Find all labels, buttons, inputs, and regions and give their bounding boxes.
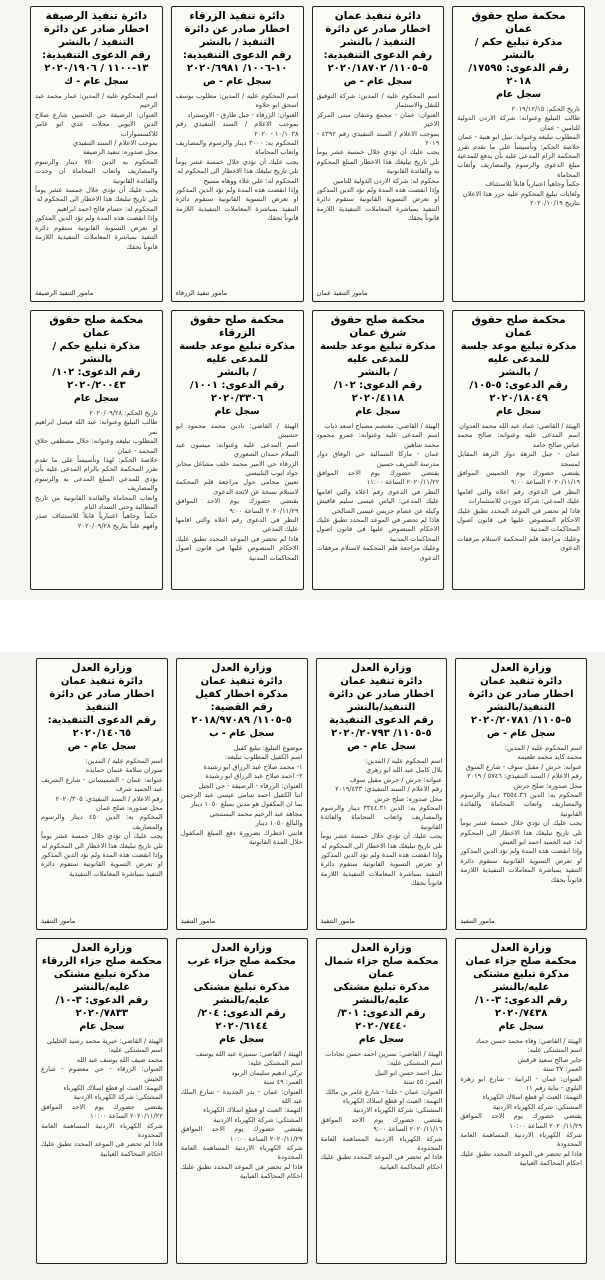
notice-text-line: اسم المدعى عليه وعنوانه: ميسون عبد السلام حمدان الشعوري bbox=[175, 440, 299, 459]
notice-heading-line: رقم الدعوى التنفيذية bbox=[329, 715, 434, 726]
notice-text-line: يجب عليك أن تؤدي خلال خمسة عشر يوماً تلي تاريخ تبليغك هذا الاخطار الى المحكوم له bbox=[35, 186, 158, 204]
notice-heading-line: سجل عام bbox=[219, 1034, 265, 1045]
notice-heading-line: ٥-١١٠٥/ ٢٠٢٠/٢٠٧٨١ bbox=[470, 715, 572, 726]
notice-heading-line: ٢٠٢٠/١٤٠٦٥ bbox=[72, 728, 132, 739]
notice-text-line: محمد ضيف الله يوسف عبد الله bbox=[76, 1055, 163, 1064]
notice bbox=[452, 310, 585, 590]
notice-text-line: يقتضي حضورك يوم الاحد الموافق ٢٠٢٠/١١/٢٩ الساعة ٩:٠٠ bbox=[175, 497, 299, 515]
notice-heading-line: اخطار صادر عن دائرة التنفيذ/بالنشر bbox=[328, 689, 434, 713]
notice-heading-line: سجل عام - ص bbox=[67, 741, 137, 752]
notice-heading-line: / بالنشر bbox=[358, 367, 398, 378]
notice-text-line: اسم المحكوم عليه / المدين: bbox=[504, 744, 582, 752]
notice bbox=[452, 6, 585, 302]
notice bbox=[30, 6, 163, 302]
notice-text-line: خلاصة الحكم: وتأسيساً على ما تقدم تقرر المحكمة الزام المدعى عليه بأن يدفع للمدعية مبلغ الدعوى والرسوم والمصاريف وأتعاب المحاماة bbox=[457, 142, 580, 179]
notice-text-line: العنوان: الرصيفة حي الحسين شارع صلاح الدين الايوبي محلات عدي ابو عامر للاكسسوارات bbox=[35, 110, 158, 138]
notice-heading-line: وزارة العدل bbox=[71, 942, 133, 954]
notice-text-line: حكماً وجاهياً اعتبارياً قابلاً للاستئناف bbox=[485, 180, 580, 189]
notice-text-line: الهيئة / القاضي: نادين محمد محمود ابو حشيش bbox=[175, 422, 299, 440]
notice-heading-line: / بالنشر bbox=[217, 367, 257, 378]
notice bbox=[30, 310, 163, 590]
notice-text-line: واتعاب المحاماة والفائدة القانونية من تاريخ المطالبة وحتى السداد التام bbox=[35, 493, 158, 512]
notice-text-line: فاذا لم تحضر في الموعد المحدد تطبق عليك احكام المحاكمة الغيابية bbox=[320, 1153, 443, 1171]
notice-heading-line: رقم الدعوى: ١٠٢/ ٢٠٢٠/٢٠٠٤٣ bbox=[52, 367, 141, 391]
notice-header bbox=[181, 662, 303, 740]
notice-heading-line: رقم الدعوى: ١٧٥٩٥/ ٢٠١٨ bbox=[468, 63, 569, 87]
notice-heading-line: اخطار صادر عن دائرة التنفيذ bbox=[49, 689, 155, 713]
notice-text-line: المحكوم له: حسام فالح احمد ابراهيم bbox=[56, 204, 158, 213]
notice-text-line: الهيئة / القاضي: سميرة عبد الله يوسف bbox=[195, 1050, 303, 1058]
notice-text-line: العنوان: الزرقاء - الرصيفة - حي الجبل bbox=[198, 781, 303, 790]
notice-text-line: سوزان سلامة عثمان حمايده bbox=[85, 766, 163, 775]
notice-signature: مامور تنفيذ الزرقاء bbox=[175, 289, 228, 297]
notice-text-line: التهمة: العبث او قطع اسلاك الكهرباء bbox=[63, 1084, 163, 1093]
notice-text-line: اسم الكفيل المطلوب تبليغه: bbox=[224, 753, 303, 762]
notice-heading-line: دائرة تنفيذ عمان bbox=[480, 676, 563, 687]
notice bbox=[316, 938, 448, 1264]
notice-text-line: الهيئة / القاضي: معتصم مصباح اسعد ذياب bbox=[324, 422, 440, 430]
notice-header bbox=[176, 10, 299, 88]
notice-body bbox=[41, 757, 163, 915]
notice-heading-line: سجل عام bbox=[355, 406, 401, 417]
notice-text-line: محل صدوره: صلح جرش bbox=[374, 794, 443, 803]
notice-body bbox=[35, 409, 158, 586]
notices-grid-bottom bbox=[36, 658, 587, 1272]
notice-heading-line: سجل عام bbox=[496, 89, 542, 100]
notice-heading-line: وزارة العدل bbox=[71, 662, 133, 674]
notice-text-line: النظر في الدعوى رقم اعلاه والتي اقامها عليك المدعي: الياس عيسى سليم قاقيش وكيله عن عصام جريس عيسى الصالحي bbox=[316, 487, 440, 515]
notice-text-line: الهيئة / القاضي: خيرية محمد رشيد الخليلي bbox=[46, 1037, 163, 1045]
notice-heading-line: رقم الدعوى: ١٠٢/ ٢٠٢٠/٤١١٨ bbox=[333, 380, 423, 404]
notice bbox=[455, 658, 587, 930]
notice-heading-line: رقم الدعوى: ١٠٠١/ ٢٠٢٠/٣٣٠٦ bbox=[189, 380, 285, 404]
notice-text-line: يقتضي حضورك يوم الاحد الموافق ٢٠٢٠/١١/٢٢ الساعة ١١:٠٠ bbox=[316, 469, 440, 487]
notice-text-line: يقتضي حضورك يوم الاحد الموافق ٢٠٢٠/١١/٢٩ الساعة ١٠:٠٠ bbox=[460, 1112, 582, 1130]
notice-text-line: بموجب الاعلام / السند التنفيذي bbox=[73, 139, 158, 148]
notice-text-line: فاذا لم تحضر في الموعد المحدد تطبق عليك الاحكام المنصوص عليها في قانون اصول المحاكمات المدنية bbox=[175, 534, 299, 562]
notice-heading-line: رقم الدعوى التنفيذية: ٥-١١٠٥/ ٢٠٢٠/١٨٧٠٢ bbox=[323, 50, 433, 74]
notice-text-line: محل صدوره: صلح جرش bbox=[514, 781, 582, 790]
notice-text-line: العمر: ٤٩ سنة bbox=[263, 1078, 303, 1087]
notice-text-line: العنوان: عمان - مجمع وشقان مبنى المركز الاخير bbox=[316, 110, 440, 129]
notice-text-line: المشتكي: شركة الكهرباء الاردنية bbox=[353, 1106, 443, 1115]
notice-header bbox=[35, 10, 158, 88]
notice-text-line: يجب عليك أن تؤدي خلال خمسة عشر يوماً تلي تاريخ تبليغك هذا الاخطار المبلغ المحكوم به والفائدة القانونية bbox=[316, 148, 440, 176]
notice-heading-line: دائرة تنفيذ الزرقاء bbox=[189, 10, 285, 22]
notice-text-line: النظر في الدعوى رقم اعلاه والتي اقامها عليك المدعي: شركة جوردن للاستثمارات bbox=[457, 487, 580, 506]
notice-heading-line: مذكرة تبليغ حكم / بالنشر bbox=[474, 37, 563, 61]
notice-heading-line: مذكرة تبليغ مشتكى عليه/بالنشر bbox=[193, 982, 290, 1006]
notice-text-line: المشتكي: شركة الكهرباء الاردنية bbox=[73, 1093, 163, 1102]
notices-grid-top bbox=[30, 6, 585, 592]
notice-text-line: المشتكي: شركة الكهرباء الاردنية bbox=[213, 1115, 303, 1124]
notice-heading-line: محكمة صلح حقوق عمان bbox=[471, 314, 566, 339]
notice-text-line: شركة الكهرباء الاردنية المساهمة العامة المحدودة bbox=[41, 1121, 163, 1140]
notice-header bbox=[35, 314, 158, 405]
notice-text-line: وإذا انقضت هذه المدة ولم تؤد الدين المذكور او تعرض التسوية القانونية ستقوم دائرة التنفيذ بمباشرة المعاملات التنفيذية اللازمة قانوناً بحقك bbox=[460, 847, 582, 884]
notice-text-line: المحكوم له: علي علاء ووهاه مسيح bbox=[203, 176, 299, 185]
notice-text-line: جابر صالح سعيد قرقش bbox=[517, 1055, 582, 1064]
notice-text-line: يقتضي حضورك يوم الخميس الموافق ٢٠٢٠/١١/١٩ الساعة ٩:٠٠ bbox=[457, 469, 580, 487]
notice-text-line: اسم المشتكى عليه: bbox=[108, 1046, 163, 1055]
notice-text-line: التهمة: العبث او قطع اسلاك الكهرباء bbox=[203, 1106, 303, 1115]
notice-text-line: طالب التبليغ وعنوانه: شركة الاردن الدولية للتامين - عمان bbox=[457, 114, 580, 132]
notice-heading-line: رقم الدعوى التنفيذية: ١٣-١١٠٠ / ٢٠٢٠/١٩٠٦ bbox=[42, 50, 151, 74]
notice-header bbox=[457, 314, 580, 418]
notice-body bbox=[181, 1050, 303, 1260]
notice-header bbox=[181, 942, 303, 1046]
notice-text-line: العنوان: الزرقاء - جبل طارق - الاوتستراد bbox=[187, 110, 299, 119]
notice-text-line: النظر في الدعوى رقم اعلاه والتي اقامها عليك المدعي bbox=[175, 516, 299, 534]
notice-text-line: اننا الكفيل احمد سامي عيسى عبد الرحمن بما ان المكفول هو مدين بمبلغ ١٠٥٠ دينار bbox=[180, 791, 303, 809]
notice-header bbox=[317, 10, 440, 88]
notice-text-line: محل صدوره: صلح عمان bbox=[95, 804, 163, 813]
notice-heading-line: مذكرة تبليغ مشتكى عليه/بالنشر bbox=[53, 969, 150, 993]
notice-heading-line: دائرة تنفيذ عمان bbox=[340, 676, 423, 687]
notice-text-line: تاريخ الحكم: ٢٠٢٠/٠٩/٢٨ bbox=[89, 409, 158, 417]
notice-text-line: وإذا انقضت هذه المدة ولم تؤد الدين المذكور او تعرض التسوية القانونية ستقوم دائرة التنفيذ بمباشرة المعاملات التنفيذية اللازمة قانوناً بحقك bbox=[175, 186, 299, 223]
notice-heading-line: وزارة العدل bbox=[351, 662, 412, 674]
notice-text-line: فاذا لم تحضر في الموعد المحدد تطبق عليك الاحكام المنصوص عليها في قانون اصول المحاكمات المدنية bbox=[457, 506, 580, 534]
notice-text-line: بموجب الاعلام / السند التنفيذي رقم ٤٣٩٢ - ٢٠١٩ bbox=[316, 129, 440, 148]
notice-text-line: اسم المشتكى عليه: bbox=[387, 1059, 443, 1068]
notice-signature: مامور التنفيذ bbox=[180, 917, 216, 925]
notice-text-line: اسم المحكوم عليه / المدين: bbox=[365, 757, 443, 765]
notice-header bbox=[460, 662, 582, 740]
notice-body bbox=[321, 757, 443, 915]
notice-heading-line: سجل عام bbox=[496, 406, 542, 417]
notice-text-line: الهيئة / القاضي: نسرين احمد حسن نجادات bbox=[325, 1050, 443, 1058]
notice-heading-line: مذكرة تبليغ موعد جلسة للمدعى عليه bbox=[319, 341, 436, 365]
notice-signature: مامور التنفيذ الرصيفة bbox=[35, 289, 94, 297]
notice bbox=[171, 310, 304, 590]
notice-heading-line: مذكرة تبليغ مشتكى عليه/بالنشر bbox=[333, 982, 430, 1006]
notice-text-line: بتاريخ ٢٠٢٠/١٠/١٩ bbox=[530, 199, 580, 208]
notice-body bbox=[176, 422, 299, 586]
notice-text-line: موضوع التبليغ: تبليغ كفيل bbox=[233, 744, 303, 752]
notice-text-line: وإذا انقضت هذه المدة ولم تؤد الدين المذكور او تعرض التسوية القانونية ستقوم دائرة التنفيذ بمباشرة المعاملات التنفيذية bbox=[41, 851, 163, 878]
notice-text-line: العنوان: عمان - خلدا - شارع عامر بن مالك bbox=[325, 1087, 443, 1096]
notice-text-line: نبيل احمد حسن ابو النيل bbox=[375, 1068, 443, 1077]
notice-body bbox=[457, 105, 580, 298]
notice-header bbox=[317, 314, 440, 418]
notice-heading-line: رقم الدعوى: ٢٠٤/ ٢٠٢٠/٦١٤٤ bbox=[197, 1008, 286, 1032]
notice-header bbox=[41, 942, 163, 1033]
notice-header bbox=[321, 662, 443, 753]
notice-text-line: عمان - ماركا الشمالية حي الوفاق دوار مدرسة الشريف حسين bbox=[316, 450, 440, 468]
notice-text-line: المطلوب تبليغه وعنوانه: جلال مصطفى حلاق المحمد - عمان bbox=[35, 437, 158, 455]
notice-heading-line: سجل عام - ص bbox=[347, 741, 416, 752]
notice-heading-line: وزارة العدل bbox=[490, 662, 552, 674]
notice-text-line: عنوانه: جرش / مقبل سوف - شارع السوق bbox=[465, 762, 582, 771]
notice-body bbox=[35, 92, 158, 287]
notice-signature: مامور التنفيذ bbox=[320, 917, 355, 925]
notice-text-line: يقتضي حضورك يوم الاحد الموافق ٢٠٢٠/١١/١٦ الساعة ٩:٠٠ bbox=[320, 1115, 443, 1134]
notice-body bbox=[317, 92, 440, 287]
notice-heading-line: مذكرة تبليغ حكم / بالنشر bbox=[52, 341, 141, 365]
notice-heading-line: اخطار صادر عن دائرة التنفيذ / بالنشر bbox=[325, 24, 431, 48]
notice-heading-line: محكمة صلح جزاء غرب عمان bbox=[187, 956, 296, 980]
notice-heading-line: محكمة صلح جزاء شمال عمان bbox=[324, 956, 439, 980]
notice-heading-line: اخطار صادر عن دائرة التنفيذ / بالنشر bbox=[184, 24, 290, 48]
notice-text-line: بلال كامل عبد الله ابو زهري bbox=[366, 766, 443, 775]
notice-text-line: المحكوم به الدين ٧٥٠ دينار والرسوم والمصاريف واتعاب المحاماة ان وجدت والفائدة القانونية bbox=[35, 157, 158, 185]
notice bbox=[455, 938, 587, 1264]
notice-header bbox=[41, 662, 163, 753]
notice-text-line: وإذا انقضت هذه المدة ولم تؤد الدين المذكور او تعرض التسوية القانونية ستقوم دائرة التنفيذ بمباشرة المعاملات التنفيذية اللازمة قانوناً بحقك bbox=[320, 851, 443, 888]
notice-body bbox=[321, 1050, 443, 1260]
notice-text-line: والبالغ ١٠٥٠ دينار bbox=[255, 819, 303, 828]
notice-text-line: العمر: ٤٥ سنة bbox=[403, 1078, 443, 1087]
notice-text-line: شركة الكهرباء الاردنية المساهمة العامة المحدودة bbox=[180, 1144, 303, 1162]
notice-text-line: طالب التبليغ وعنوانه: عبد الله فيصل ابراهيم نمر bbox=[35, 418, 158, 436]
notice-heading-line: وزارة العدل bbox=[490, 942, 552, 954]
notice bbox=[312, 310, 445, 590]
newspaper-page-top bbox=[0, 0, 605, 600]
notice-heading-line: سجل عام bbox=[79, 1021, 125, 1032]
notice-body bbox=[460, 744, 582, 915]
notice-text-line: تركي ادهيم سليمان الزبود bbox=[231, 1068, 303, 1077]
notice-heading-line: رقم الدعوى التنفيذية: ١٠-١٠٠٦/ ٢٠٢٠/٦٩٨١ bbox=[182, 50, 292, 74]
notice-heading-line: محكمة صلح حقوق شرق عمان bbox=[330, 314, 425, 339]
notice-heading-line: رقم الدعوى: ٥-١٠٥/ ٢٠٢٠/١٨٠٤٩ bbox=[469, 380, 568, 404]
notice-text-line: يجب عليك أن تؤدي خلال خمسة عشر يوماً تلي تاريخ تبليغك هذا الاخطار الى المحكوم له bbox=[320, 832, 443, 850]
notice-text-line: يقتضي حضورك يوم الاحد الموافق ٢٠٢٠/١١/٢٩ الساعة ١٠:٠٠ bbox=[180, 1125, 303, 1143]
notice bbox=[176, 938, 308, 1264]
notice-heading-line: سجل عام - ص bbox=[343, 76, 413, 87]
notice-text-line: يجب عليك أن تؤدي خلال خمسة عشر يوماً تلي تاريخ تبليغك هذا الاخطار الى المحكوم له bbox=[41, 832, 163, 850]
notice-heading-line: سجل عام bbox=[358, 1034, 404, 1045]
notice-text-line: الزرقاء حي الامير محمد خلف مشاغل مخابز جواد ايوب البلبيسي bbox=[175, 459, 299, 478]
notice-heading-line: سجل عام - ص bbox=[202, 76, 272, 87]
notice bbox=[36, 938, 168, 1264]
notice-text-line: تعيين محامي حول مراجعة قلم المحكمة لاستلام نسخة عن لائحة الدعوى bbox=[175, 478, 299, 496]
notice-heading-line: اخطار صادر عن دائرة التنفيذ/بالنشر bbox=[468, 689, 574, 713]
notice-heading-line: دائرة تنفيذ الرصيفة bbox=[45, 10, 148, 22]
notice-heading-line: وزارة العدل bbox=[211, 662, 272, 674]
notice-text-line: فاذا لم تحضر في الموعد المحدد تطبق عليك احكام المحاكمة الغيابية bbox=[460, 1149, 582, 1168]
notice-text-line: المحكوم به: الدين ٣٥٥٤.٣٦ دينار والرسوم والمصاريف واتعاب المحاماة والفائدة القانونية bbox=[460, 791, 582, 818]
notice bbox=[36, 658, 168, 930]
notice bbox=[171, 6, 304, 302]
notice-text-line: اسم المحكوم عليه / المدين: شركة التوفيق للنقل والاستثمار bbox=[316, 92, 440, 110]
notice-header bbox=[321, 942, 443, 1046]
notice-heading-line: سجل عام bbox=[73, 393, 119, 404]
notice-text-line: اسم المشتكى عليه: bbox=[527, 1046, 582, 1055]
notice-text-line: المشتكي: شركة الكهرباء الاردنية bbox=[492, 1102, 582, 1111]
notice-heading-line: سجل عام - ص bbox=[486, 728, 556, 739]
notice-text-line: فاذا لم تحضر في الموعد المحدد تطبق عليك احكام المحاكمة الغيابية bbox=[180, 1162, 303, 1181]
notice-heading-line: سجل عام bbox=[214, 406, 260, 417]
notice-heading-line: سجل عام - ك bbox=[64, 76, 129, 87]
notice-text-line: المحكوم به: الدين ٤٥٠ دينار والرسوم والمصاريف bbox=[41, 813, 163, 831]
notice-text-line: وعليك مراجعة قلم المحكمة لاستلام مرفقات الدعوى bbox=[316, 544, 440, 562]
notice bbox=[176, 658, 308, 930]
notice-body bbox=[457, 422, 580, 586]
notice bbox=[316, 658, 448, 930]
notice-signature: مامور التنفيذ bbox=[41, 917, 76, 925]
notice-heading-line: محكمة صلح جزاء عمان bbox=[465, 956, 577, 967]
notice-body bbox=[460, 1037, 582, 1260]
notice-heading-line: رقم الدعوى: ٣-١٠/ ٢٠٢٠/٧٤٣٨ bbox=[474, 995, 568, 1019]
notice-text-line: التهمة: العبث او قطع اسلاك الكهرباء bbox=[342, 1097, 443, 1106]
notice-text-line: فاذا لم تحضر في الموعد المحدد تطبق عليك الاحكام المنصوص عليها في قانون اصول المحاكمات المدنية bbox=[316, 516, 440, 543]
notice-body bbox=[317, 422, 440, 586]
notice-text-line: يجب عليك أن تؤدي خلال خمسة عشر يوماً تلي تاريخ تبليغك هذا الاخطار الى المحكوم له: عبد الحميد احمد ابو العيش bbox=[460, 819, 582, 847]
notice-text-line: مجاهد عبد الرحيم محمد البستنجي bbox=[209, 809, 303, 818]
notice-heading-line: دائرة تنفيذ عمان bbox=[334, 10, 421, 22]
notice-text-line: حكماً وجاهياً اعتبارياً قابلاً للاستئناف صدر وأفهم علناً بتاريخ ٢٠٢٠/٠٩/٢٨ bbox=[35, 512, 158, 530]
notice-heading-line: رقم القضية: bbox=[210, 702, 273, 713]
notice-heading-line: مذكرة تبليغ موعد جلسة للمدعى عليه bbox=[460, 341, 577, 365]
notice-text-line: بموجب الاعلام / السند التنفيذي رقم ١٠/١٠٣٨ - ٢٠٢٠ bbox=[175, 120, 299, 138]
notice-text-line: فاذا لم تحضر في الموعد المحدد تطبق عليك احكام المحاكمة الغيابية bbox=[41, 1140, 163, 1158]
notice-text-line: وإذا انقضت هذه المدة ولم تؤد الدين المذكور او تعرض التسوية القانونية ستقوم دائرة التنفيذ بمباشرة المعاملات التنفيذية اللازمة قانوناً بحقك bbox=[35, 214, 158, 251]
notice-text-line: عمان - جبل النزهة دوار النزهة المقابل لمسجد bbox=[457, 450, 580, 468]
notice-heading-line: مذكرة تبليغ مشتكى عليه/بالنشر bbox=[473, 969, 570, 993]
notice-signature: مامور التنفيذ عمان bbox=[316, 289, 368, 297]
notice-header bbox=[176, 314, 299, 418]
notice-heading-line: رقم الدعوى التنفيذية: bbox=[47, 715, 157, 726]
notice-text-line: محمد كايد محمد طعيمه bbox=[517, 753, 582, 762]
notice-heading-line: ٥-١١٠٥/ ٢٠٢٠/٢٠٧٩٣ bbox=[331, 728, 432, 739]
notice-heading-line: محكمة صلح جزاء الزرقاء bbox=[41, 956, 162, 967]
notice-text-line: وإذا انقضت هذه المدة ولم تؤد الدين المذكور او تعرض التسوية القانونية ستقوم دائرة التنفيذ بمباشرة المعاملات التنفيذية اللازمة قانوناً بحقك bbox=[316, 186, 440, 223]
notice-heading-line: اخطار صادر عن دائرة التنفيذ / بالنشر bbox=[43, 24, 149, 48]
notice-text-line: رقم الاعلام / السند التنفيذي: ٥٧٤٦ / ٢٠١٩ bbox=[467, 772, 582, 781]
notice-header bbox=[457, 10, 580, 101]
notice-text-line: عنوانه: عمان - الشميساني - شارع الشريف عبد الحميد شرف bbox=[41, 775, 163, 794]
notice-heading-line: سجل عام bbox=[498, 1021, 544, 1032]
notice-text-line: الهيئة / القاضي: عماد عبد الله محمد العدوان bbox=[459, 422, 580, 430]
notice-text-line: ٢- احمد صلاح عبد الرزاق ابو رشيدة bbox=[205, 772, 303, 781]
notice-heading-line: ٥-١١٠٥/ ٢٠١٨/٩٧٠٨٩ bbox=[191, 715, 292, 726]
notice-text-line: رقم الاعلام / السند التنفيذي: ٢٠٢٠/٣٠٥ bbox=[55, 794, 163, 803]
notice-body bbox=[181, 744, 303, 915]
notice-heading-line: مذكرة اخطار كفيل bbox=[195, 689, 289, 700]
notice-text-line: اسم المحكوم عليه / المدين: مطلوب يوسف اسحق ابو حلاوه bbox=[175, 92, 299, 110]
notice-text-line: ولغايات تبليغ المحكوم عليه حرر هذا الاعلان bbox=[462, 189, 580, 198]
notice-body bbox=[41, 1037, 163, 1260]
notice-text-line: ١- محمد صلاح عبد الرزاق ابو رشيدة bbox=[203, 762, 303, 771]
notice-text-line: اسم المحكوم عليه / المدين: bbox=[85, 757, 163, 765]
notice-text-line: تاريخ الحكم: ٢٠١٩/١٢/١٥ bbox=[511, 105, 580, 113]
notice bbox=[312, 6, 445, 302]
notice-heading-line: محكمة صلح حقوق عمان bbox=[471, 10, 566, 35]
notice-text-line: التهمة: العبث او قطع اسلاك الكهرباء bbox=[482, 1093, 582, 1102]
notice-heading-line: محكمة صلح حقوق الزرقاء bbox=[190, 314, 285, 339]
notice-text-line: خلاصة الحكم: لهذا وتأسيساً على ما تقدم تقرر المحكمة الحكم بالزام المدعى عليه بأن يؤدي للمدعي المبلغ المدعى به والرسوم والمصاريف bbox=[35, 456, 158, 493]
notice-heading-line: دائرة تنفيذ عمان bbox=[200, 676, 283, 687]
notice-text-line: رقم الاعلام / السند التنفيذي: ٢٠١٩/٤٣٣ bbox=[335, 785, 443, 794]
notice-heading-line: سجل عام - ب bbox=[209, 728, 275, 739]
notice-heading-line: دائرة تنفيذ عمان bbox=[60, 676, 143, 687]
notice-text-line: اسم المدعى عليه وعنوانه: عمرو محمود محمد شاهين bbox=[316, 431, 440, 449]
notice-text-line: فانني اخطرك بضرورة دفع المبلغ المكفول خلال المدة القانونية bbox=[180, 828, 303, 847]
notice-text-line: العنوان: عمان - الرابية - شارع ابو زهرة البلوي - بناية رقم ١١ bbox=[460, 1074, 582, 1093]
notice-text-line: اسم المشتكى عليه: bbox=[248, 1059, 303, 1068]
notice-text-line: عنوانه: جرش / جرش مقبل سوف bbox=[349, 775, 443, 784]
notice-text-line: محل صدوره: تنفيذ الرصيفة bbox=[83, 148, 158, 157]
notice-text-line: المطلوب تبليغه وعنوانه: نبيل ابو هنية - عمان bbox=[457, 133, 580, 142]
notice-body bbox=[176, 92, 299, 287]
notice-heading-line: وزارة العدل bbox=[211, 942, 272, 954]
newspaper-page-bottom bbox=[0, 652, 605, 1280]
notice-text-line: المحكوم به: ٣٠٠٠ دينار والرسوم والمصاريف واتعاب المحاماة bbox=[175, 139, 299, 157]
notice-text-line: المحكوم به: الدين ٣٣٤٤.٣١ دينار والرسوم والمصاريف واتعاب المحاماة والفائدة القانونية bbox=[320, 804, 443, 831]
notice-heading-line: رقم الدعوى: ٣-١٠/ ٢٠٢٠/٧٨٣٣ bbox=[55, 995, 149, 1019]
notice-heading-line: / بالنشر bbox=[499, 367, 539, 378]
notice-header bbox=[460, 942, 582, 1033]
notice-text-line: العنوان: الزرقاء - حي معصوم - شارع الجيش bbox=[41, 1065, 163, 1083]
notice-signature: مامور التنفيذ bbox=[460, 917, 495, 925]
notice-text-line: يقتضي حضورك يوم الاحد الموافق ٢٠٢٠/١١/٢٢ الساعة ١٠:٠٠ bbox=[41, 1102, 163, 1121]
notice-heading-line: رقم الدعوى: ٣٠١/ ٢٠٢٠/٧٤٤٠ bbox=[337, 1008, 426, 1032]
notice-text-line: وعليك مراجعة قلم المحكمة لاستلام مرفقات الدعوى bbox=[457, 534, 580, 553]
notice-heading-line: محكمة صلح حقوق عمان bbox=[49, 314, 144, 339]
notice-text-line: يجب عليك أن تؤدي خلال خمسة عشر يوماً تلي تاريخ تبليغك هذا الاخطار الى المحكوم له bbox=[175, 157, 299, 176]
notice-text-line: شركة الكهرباء الاردنية المساهمة العامة المحدودة bbox=[320, 1134, 443, 1153]
notice-text-line: اسم المحكوم عليه / المدين: عمار محمد عبد الرحيم bbox=[35, 92, 158, 110]
notice-text-line: العنوان: عمان - بدر الجديدة - شارع الملك عبد الله bbox=[180, 1087, 303, 1106]
notice-text-line: شركة الكهرباء الاردنية المساهمة العامة المحدودة bbox=[460, 1131, 582, 1149]
notice-text-line: العمر: ٣٧ سنة bbox=[542, 1065, 582, 1074]
page-gap bbox=[0, 600, 605, 652]
notice-text-line: اسم المدعى عليه وعنوانه: صالح محمد عباس صالح حامد bbox=[457, 431, 580, 449]
notice-heading-line: وزارة العدل bbox=[351, 942, 412, 954]
notice-text-line: الهيئة / القاضي: وفاء محمد حسن حماد bbox=[475, 1037, 582, 1045]
notice-text-line: محكوم له: شركة الاردن الدولية للتامين bbox=[332, 176, 440, 185]
notice-heading-line: مذكرة تبليغ موعد جلسة للمدعى عليه bbox=[179, 341, 296, 365]
